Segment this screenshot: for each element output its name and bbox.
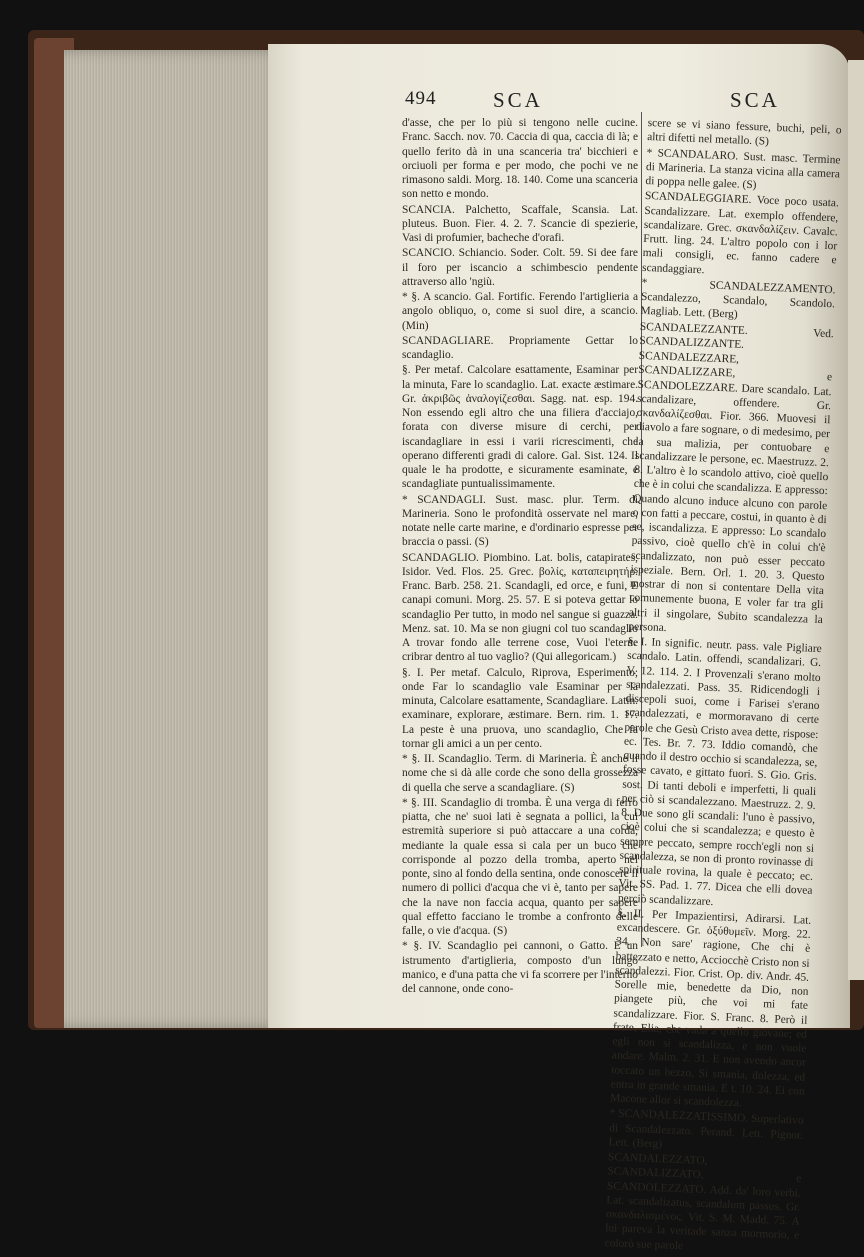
entry: SCANDAGLIARE. Propriamente Gettar lo scandaglio. [402, 334, 638, 361]
left-column [402, 116, 638, 996]
entry: §. I. Per metaf. Calculo, Riprova, Esperimento; onde Far lo scandaglio vale Esaminar per la minuta, Calcolare esattamente, Scandagliare. Latin. examinare, explorare, æstimare. Bern. rim. 1. 17. La peste è una pruova, uno scandaglio, Che fa tornar gli amici a un per cento. [402, 666, 638, 750]
entry: §. I. In signific. neutr. pass. vale Pigliare scandalo. Latin. offendi, scandalizari. G. V. 12. 114. 2. I Provenzali s'erano molto scandalezzati. Pass. 35. Ridicendogli i discepoli suoi, come i Farisei s'erano scandalezzati, e mormoravano di certe parole che Gesù Cristo avea dette, rispose: ec. Tes. Br. 7. 73. Iddio comandò, che quando il destro occhio si scandalezza, se, fosse cavato, e gittato fuori. S. Gio. Gris. sost. Di tanti deboli e imperfetti, li quali per ciò si scandalezzano. Maestruzz. 2. 9. 8. Due sono gli scandali: l'uno è passivo, cioè colui che si scandalezza; e questo è sempre peccato, sempre rocch'egli non si scandalezza, se non di pronto rovinasse di spirituale rovina, la quale è peccato; ec. Vit. SS. Pad. 1. 77. Dicea che elli dovea perciò scandalizzare. [617, 635, 822, 908]
entry: * SCANDAGLI. Sust. masc. plur. Term. di Marineria. Sono le profondità osservate nel mare, notate nelle carte marine, e d'ordinario espresse per braccia o passi. (S) [402, 493, 638, 549]
entry: * §. III. Scandaglio di tromba. È una verga di ferro piatta, che ne' suoi lati è segnata a pollici, la cui estremità superiore si può attaccare a una corda, mediante la quale essa si cala per un buco che corrisponde al pozzo della tromba, aperto nel ponte, sino al fondo della sentina, onde conoscere il numero di pollici d'acqua che vi è, tanto per sapere che la nave non faccia acqua, quanto per sapere qual effetto facciano le trombe a confronto delle falle, o vie d'acqua. (S) [402, 796, 638, 937]
entry: SCANDALEGGIARE. Voce poco usata. Scandalizzare. Lat. exemplo offendere, scandalizare. Grec. σκανδαλίζειν. Cavalc. Frutt. ling. 24. L'altro popolo con i lor mali consigli, ec. fanno cadere e scandaggiare. [641, 190, 840, 276]
right-column [604, 116, 842, 1252]
entry: SCANDAGLIO. Piombino. Lat. bolis, catapirates, Isidor. Ved. Flos. 25. Grec. βολίς, καταπειρητήρ. Franc. Barb. 258. 21. Scandagli, ed orce, e funi, E canapi comuni. Morg. 25. 57. E si poteva gettar lo scandaglio Per tutto, in modo nel sangue si guazza. Menz. sat. 10. Ma se non giugni col tuo scandaglio A trovar fondo alle terrene cose, Vuoi l'eterne cribrar dentro al tuo vaglio? (Qui allegoricam.) [402, 551, 638, 664]
running-head-left: SCA [493, 88, 543, 112]
entry: d'asse, che per lo più si tengono nelle cucine. Franc. Sacch. nov. 70. Caccia di qua, caccia di là; e quello ferito dà in una scanceria tra' bicchieri e orciuoli per forma e per modo, che pochi ve ne rimasono saldi. Morg. 18. 140. Come una scanceria son netto e mondo. [402, 117, 638, 201]
entry: * §. IV. Scandaglio pei cannoni, o Gatto. È un istrumento d'artiglieria, composto d'un lungo manico, e d'una patta che vi fa scorrere per l'interno del cannone, onde cono- [402, 940, 638, 995]
entry: SCANDALEZZANTE. Ved. SCANDALIZZANTE. [639, 320, 835, 351]
entry: §. Per metaf. Calcolare esattamente, Esaminar per la minuta, Fare lo scandaglio. Lat. exacte æstimare. Gr. ἀκριβῶς ἀναλογίζεσθαι. Sagg. nat. esp. 194. Non essendo egli altro che una filiera d'acciajo, forata con diverse misure di cerchi, per iscandagliare in essi i varii ricrescimenti, che operano differenti gradi di calore. Gal. Sist. 124. Il quale le ha prodotte, e sicuramente esaminate, e scandagliate puntualissimamente. [402, 364, 638, 491]
entry: §. II. Per Impazientirsi, Adirarsi. Lat. excandescere. Gr. ὀξύθυμεῖν. Morg. 22. 34. Non sare' ragione, Che chi è battezzato e netto, Acciocchè Cristo non si scandalezzi. Fior. Crist. Op. div. Andr. 45. Sorelle mie, benedette da Dio, non piangete più, che voi mi fate scandalizzare. Fior. S. Franc. 8. Però il frate, Elia, che vada a quello giovane; ed egli non si scandalizza, e non vuole andare. Malm. 2. 31. E non avendo ancor toccato un bezzo, Si smania, dolezza, ed entra in grande smania. E t. 10. 24. Ei con Macone allor si scandolezza. [610, 907, 812, 1110]
entry: * SCANDALEZZATISSIMO. Superlativo di Scandalezzato. Perand. Lett. Pignor. Lett. (Berg) [608, 1107, 804, 1151]
entry: * SCANDALEZZAMENTO. Scandalezzo, Scandalo, Scandolo. Magliab. Lett. (Berg) [640, 276, 836, 321]
entry: SCANDALEZZARE, SCANDALIZZARE, e SCANDOLEZZARE. Dare scandalo. Lat. scandalizare, offendere. Gr. σκανδαλίζεσθαι. Fior. 366. Muovesi il diavolo a fare sognare, o di medesimo, per la sua malizia, per contuobare e scandalizzare le persone, ec. Maestruzz. 2. 8. L'altro è lo scandolo attivo, cioè quello che è in colui che scandalizza. E appresso: Quando alcuno induce alcuno con parole o con fatti a peccare, costui, in quanto è di se, iscandalizza. E appresso: Lo scandalo passivo, cioè quello ch'è in colui ch'è scandalizzato, non può esser peccato ispeziale. Bern. Orl. 1. 20. 3. Questo mostrar di non si contentare Della vita comunemente buona, E voler far tra gli altri il singolare, Subito scandalezza la persona. [628, 349, 833, 634]
entry: SCANCIO. Schiancio. Soder. Colt. 59. Si dee fare il foro per iscancio a schimbescio pendente attraverso allo 'ngiù. [402, 247, 638, 288]
entry: scere se vi siano fessure, buchi, peli, o altri difetti nel metallo. (S) [646, 116, 842, 148]
entry: SCANDALEZZATO, SCANDALIZZATO, e SCANDOLEZZATO. Add. da' loro verbi. Lat. scandalizatus, scandalum passus. Gr. σκανδαλισμένος. Vit. S. M. Madd. 75. A lui pareva la veritade sanza mormorio, e colorò sue parole [604, 1151, 802, 1252]
facing-page-edge [848, 60, 864, 980]
entry: * SCANDALARO. Sust. masc. Termine di Marineria. La stanza vicina alla camera di poppa nelle galee. (S) [645, 146, 841, 192]
entry: * §. A scancio. Gal. Fortific. Ferendo l'artiglieria a angolo obliquo, o, come si suol dire, a scancio. (Min) [402, 291, 638, 332]
entry: SCANCIA. Palchetto, Scaffale, Scansia. Lat. pluteus. Buon. Fier. 4. 2. 7. Scancie di spezierie, Vasi di profumier, bacheche d'orafi. [402, 203, 638, 244]
entry: * §. II. Scandaglio. Term. di Marineria. È anche il nome che si dà alle corde che sono della grossezza di quella che serve a scandagliare. (S) [402, 753, 638, 794]
page-number: 494 [405, 88, 437, 109]
page-fore-edge [64, 50, 284, 1028]
running-head-right: SCA [730, 88, 780, 112]
